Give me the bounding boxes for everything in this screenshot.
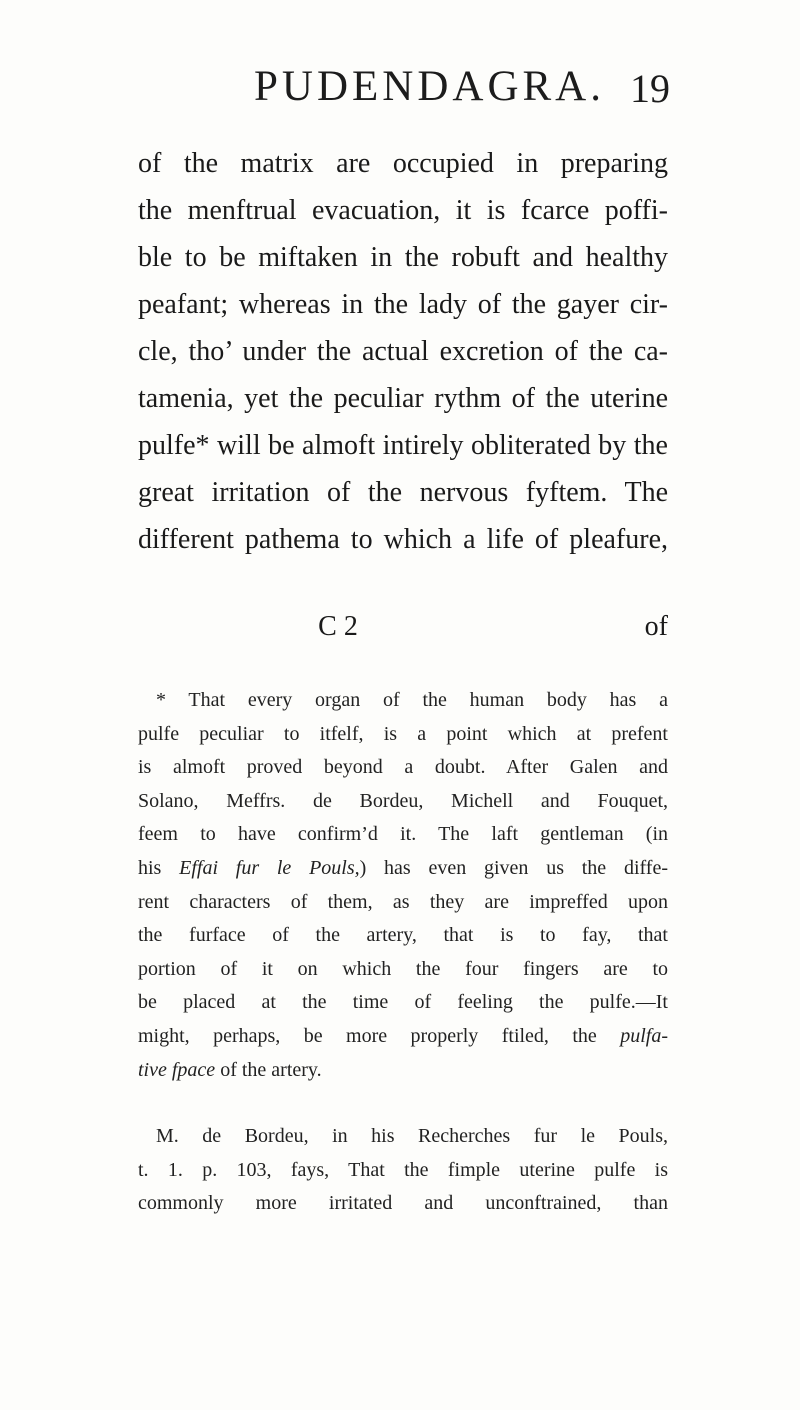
catchword: of (644, 611, 668, 642)
footnote-line: * That every organ of the human body has a (156, 689, 668, 711)
footnote-text: of the artery. (215, 1058, 322, 1081)
footnote-line: is almoft proved beyond a doubt. After Galen and (138, 756, 668, 779)
italic-term: tive fpace (138, 1058, 216, 1081)
running-title: PUDENDAGRA. (254, 63, 605, 110)
footnote-line: commonly more irritated and unconftrained, than (138, 1192, 668, 1215)
main-text-line: cle, tho’ under the actual excretion of the ca- (138, 336, 668, 367)
running-head (0, 62, 800, 122)
paragraph-gap (138, 1087, 668, 1120)
footnote-line: pulfe peculiar to itfelf, is a point which at prefent (138, 722, 668, 745)
footnote-line: portion of it on which the four fingers are to (138, 957, 668, 980)
footnote-line: t. 1. p. 103, fays, That the fimple uterine pulfe is (138, 1158, 668, 1181)
footnote-line: M. de Bordeu, in his Recherches fur le Pouls, (156, 1125, 668, 1148)
signature-mark: C 2 (318, 611, 358, 642)
footnote-text: ) has even given us the diffe- (359, 856, 668, 879)
main-text-line: ble to be miftaken in the robuft and healthy (138, 242, 668, 273)
main-text-line: different pathema to which a life of pleafure, (138, 524, 668, 555)
page-number: 19 (630, 66, 670, 111)
main-text-block (138, 140, 668, 563)
cited-work-title: Effai fur le Pouls, (179, 856, 360, 879)
footnote-line (138, 1054, 668, 1088)
footnote-line (138, 852, 668, 886)
footnote-line: the furface of the artery, that is to fay, that (138, 924, 668, 947)
footnote-line: be placed at the time of feeling the pulfe.—It (138, 991, 668, 1014)
footnote-line: feem to have confirm’d it. The laft gentleman (in (138, 823, 668, 846)
footnote-text: might, perhaps, be more properly ftiled, the (138, 1024, 621, 1047)
italic-term: pulfa- (620, 1024, 668, 1047)
main-text-line: of the matrix are occupied in preparing (138, 148, 668, 179)
footnote-block (138, 684, 668, 1221)
main-text-line: great irritation of the nervous fyftem. The (138, 477, 668, 508)
signature-catchword-row (138, 611, 668, 651)
main-text-line: tamenia, yet the peculiar rythm of the uterine (138, 383, 668, 414)
footnote-text: his (138, 856, 180, 879)
main-text-line: pulfe* will be almoft intirely obliterated by the (138, 430, 668, 461)
footnote-line: Solano, Meffrs. de Bordeu, Michell and Fouquet, (138, 789, 668, 812)
main-text-line: the menftrual evacuation, it is fcarce poffi- (138, 195, 668, 226)
footnote-line (138, 1020, 668, 1054)
footnote-line: rent characters of them, as they are impreffed upon (138, 890, 668, 913)
main-text-line: peafant; whereas in the lady of the gayer cir- (138, 289, 668, 320)
